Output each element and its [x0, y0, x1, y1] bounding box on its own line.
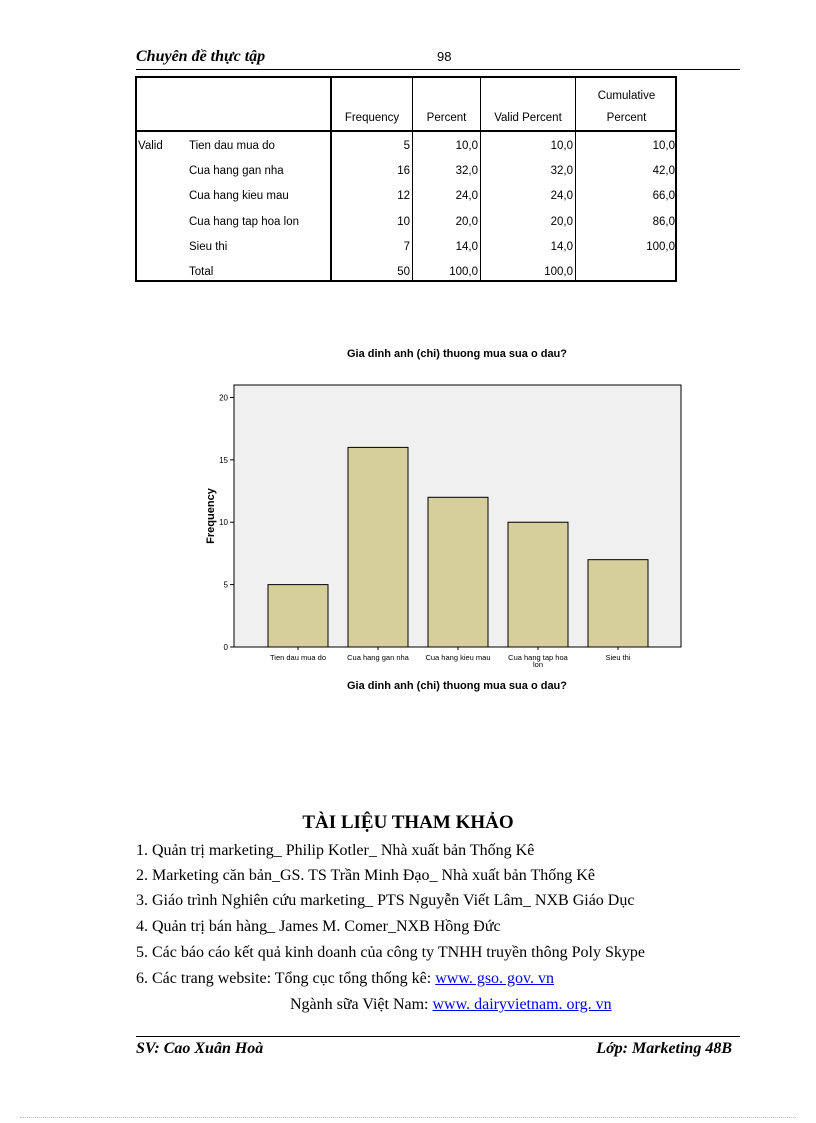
cell-cumulative: 86,0: [652, 215, 675, 228]
reference-item: [136, 970, 554, 988]
row-label: Cua hang tap hoa lon: [189, 215, 299, 228]
cell-valid-percent: 32,0: [550, 165, 573, 178]
cell-cumulative: 42,0: [652, 165, 675, 178]
y-tick-label: 10: [219, 518, 228, 528]
page-number: 98: [437, 49, 452, 64]
x-axis-label: Gia dinh anh (chi) thuong mua sua o dau?: [347, 680, 567, 692]
cell-valid-percent: 24,0: [550, 190, 573, 203]
header-cumulative: Cumulative: [597, 90, 656, 102]
cell-valid-percent: 100,0: [544, 266, 573, 278]
header-rule: [136, 69, 740, 70]
chart-svg: [190, 340, 710, 700]
group-label-valid: Valid: [138, 140, 163, 152]
cell-valid-percent: 10,0: [550, 140, 573, 152]
row-label: Sieu thi: [189, 240, 228, 253]
cell-frequency: 12: [397, 190, 410, 203]
cell-percent: 14,0: [455, 240, 478, 253]
cell-frequency: 5: [403, 140, 410, 152]
references-heading: TÀI LIỆU THAM KHẢO: [302, 812, 514, 833]
reference-item: 2. Marketing căn bản_GS. TS Trần Minh Đạo_ Nhà xuất bản Thống Kê: [136, 867, 595, 884]
cell-frequency: 50: [397, 266, 410, 278]
x-tick-label: Cua hang kieu mau: [425, 653, 491, 662]
row-label: Cua hang gan nha: [189, 165, 284, 178]
cell-valid-percent: 20,0: [550, 215, 573, 228]
cell-frequency: 16: [397, 165, 410, 178]
cell-frequency: 10: [397, 215, 410, 228]
reference-item: 1. Quản trị marketing_ Philip Kotler_ Nhà xuất bản Thống Kê: [136, 842, 535, 859]
reference-item: 4. Quản trị bán hàng_ James M. Comer_NXB Hồng Đức: [136, 918, 501, 935]
frequency-table: [135, 76, 677, 282]
bar: [268, 585, 328, 647]
cell-cumulative: 10,0: [652, 140, 675, 152]
header-frequency: Frequency: [344, 112, 400, 124]
header-cumulative-percent: Percent: [606, 112, 647, 124]
row-label: Tien dau mua do: [189, 140, 275, 152]
header-title: Chuyên đề thực tập: [136, 48, 266, 65]
cell-percent: 32,0: [455, 165, 478, 178]
footer-rule: [136, 1036, 740, 1037]
dairyvietnam-website-link[interactable]: www. dairyvietnam. org. vn: [432, 996, 612, 1013]
header-percent: Percent: [426, 112, 467, 124]
cell-percent: 24,0: [455, 190, 478, 203]
cell-percent: 10,0: [455, 140, 478, 152]
frequency-bar-chart: [190, 340, 710, 700]
cell-percent: 100,0: [449, 266, 478, 278]
bar: [428, 497, 488, 647]
reference-text: Ngành sữa Việt Nam:: [290, 996, 429, 1013]
row-label: Total: [189, 266, 214, 278]
cell-percent: 20,0: [455, 215, 478, 228]
cell-cumulative: 100,0: [646, 240, 675, 253]
chart-title: Gia dinh anh (chi) thuong mua sua o dau?: [347, 348, 567, 360]
footer-class: Lớp: Marketing 48B: [596, 1040, 732, 1057]
page-edge: [20, 1117, 796, 1118]
y-tick-label: 5: [223, 580, 228, 590]
reference-text: 6. Các trang website: Tổng cục tổng thống kê:: [136, 970, 432, 987]
bar: [588, 560, 648, 647]
table-header-rule: [137, 130, 675, 132]
row-label: Cua hang kieu mau: [189, 190, 289, 203]
y-tick-label: 15: [219, 455, 228, 465]
x-tick-label: Sieu thi: [605, 653, 631, 662]
x-tick-label: Tien dau mua do: [269, 653, 327, 662]
x-tick-label: Cua hang gan nha: [347, 653, 409, 662]
y-tick-label: 20: [219, 393, 228, 403]
reference-item: 3. Giáo trình Nghiên cứu marketing_ PTS Nguyễn Viết Lâm_ NXB Giáo Dục: [136, 892, 635, 909]
cell-valid-percent: 14,0: [550, 240, 573, 253]
header-valid-percent: Valid Percent: [494, 112, 562, 124]
cell-cumulative: 66,0: [652, 190, 675, 203]
x-tick-label: Cua hang tap hoa lon: [508, 653, 568, 669]
gso-website-link[interactable]: www. gso. gov. vn: [435, 970, 555, 987]
reference-item: 5. Các báo cáo kết quả kinh doanh của công ty TNHH truyền thông Poly Skype: [136, 944, 645, 961]
bar: [348, 447, 408, 647]
y-axis-label: Frequency: [205, 488, 217, 544]
footer-student: SV: Cao Xuân Hoà: [136, 1040, 264, 1057]
reference-item: [290, 996, 612, 1014]
y-tick-label: 0: [223, 643, 228, 652]
cell-frequency: 7: [403, 240, 410, 253]
bar: [508, 522, 568, 647]
